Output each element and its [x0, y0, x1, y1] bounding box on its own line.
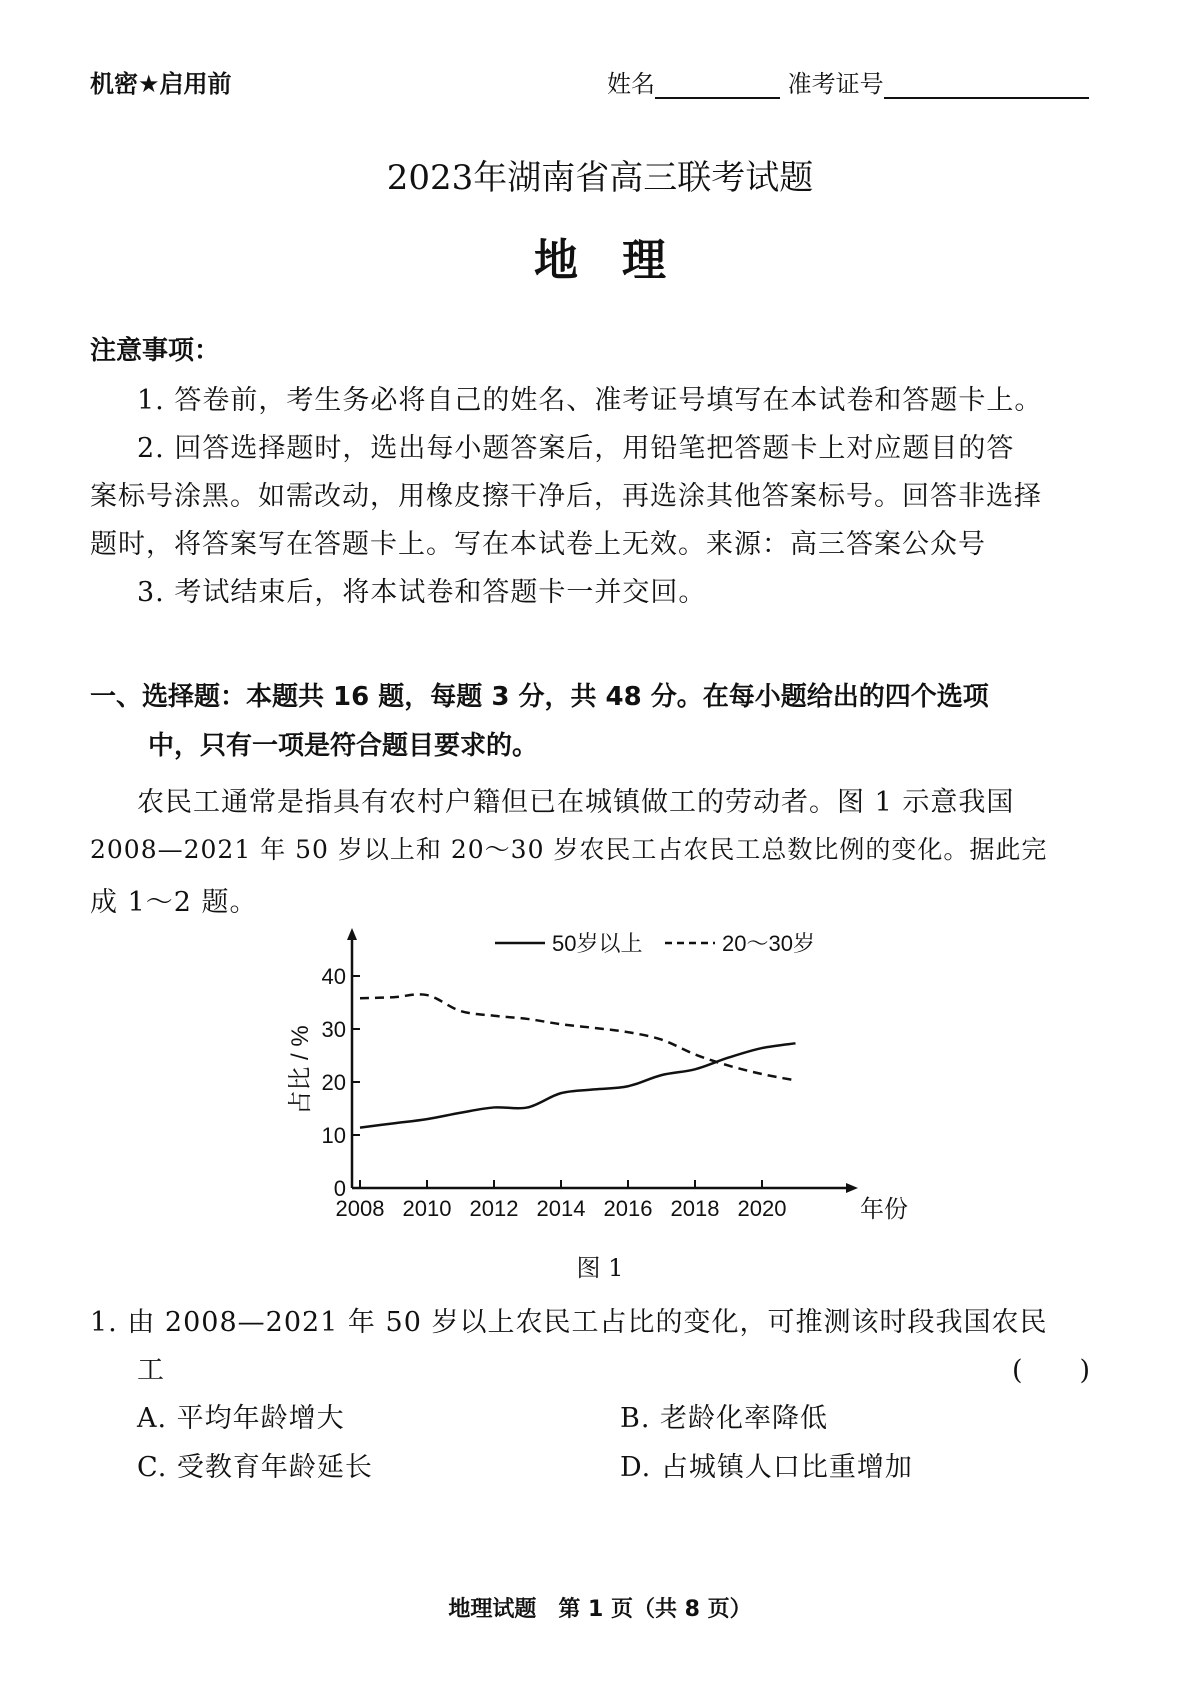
legend-label-50-plus: 50岁以上 — [552, 931, 643, 956]
x-tick-label: 2018 — [670, 1196, 720, 1221]
x-tick-label: 2012 — [469, 1196, 519, 1221]
passage-line-3: 成 1～2 题。 — [90, 887, 258, 918]
question-1-stem-line-2: 工 — [137, 1355, 165, 1386]
y-tick-label: 0 — [333, 1176, 346, 1201]
x-axis-label: 年份 — [860, 1196, 908, 1223]
option-a[interactable]: A. 平均年龄增大 — [137, 1403, 345, 1434]
exam-id-blank[interactable] — [884, 75, 1089, 99]
name-blank[interactable] — [655, 75, 780, 99]
x-tick-label: 2010 — [402, 1196, 452, 1221]
name-field[interactable] — [607, 64, 1089, 99]
x-tick-label: 2014 — [536, 1196, 586, 1221]
legend-label-20-30: 20～30岁 — [722, 931, 815, 956]
passage-line-2: 2008—2021 年 50 岁以上和 20～30 岁农民工占农民工总数比例的变化。据此完 — [90, 835, 1048, 864]
exam-title: 2023年湖南省高三联考试题 — [386, 158, 814, 198]
x-tick-label: 2008 — [335, 1196, 385, 1221]
x-tick-label: 2016 — [603, 1196, 653, 1221]
question-1-stem-line-1: 1. 由 2008—2021 年 50 岁以上农民工占比的变化，可推测该时段我国农民 — [90, 1307, 1048, 1338]
notice-item-1: 1. 答卷前，考生务必将自己的姓名、准考证号填写在本试卷和答题卡上。 — [137, 385, 1043, 416]
series-line-50-plus — [360, 1043, 796, 1127]
answer-bracket: ( ) — [1012, 1355, 1092, 1386]
notice-item-3: 3. 考试结束后，将本试卷和答题卡一并交回。 — [137, 577, 707, 608]
figure-caption: 图 1 — [576, 1254, 624, 1282]
y-tick-label: 10 — [321, 1123, 346, 1148]
y-tick-label: 20 — [321, 1070, 346, 1095]
y-axis-label: 占比 / % — [287, 1025, 314, 1115]
page-footer: 地理试题 第 1 页（共 8 页） — [448, 1597, 752, 1622]
notice-item-2-line-1: 2. 回答选择题时，选出每小题答案后，用铅笔把答题卡上对应题目的答 — [137, 433, 1015, 464]
option-c[interactable]: C. 受教育年龄延长 — [137, 1452, 373, 1483]
y-axis-arrow — [347, 928, 357, 940]
notice-item-2-line-2: 案标号涂黑。如需改动，用橡皮擦干净后，再选涂其他答案标号。回答非选择 — [90, 481, 1042, 512]
name-label: 姓名 — [607, 70, 655, 98]
y-tick-label: 30 — [321, 1017, 346, 1042]
option-d[interactable]: D. 占城镇人口比重增加 — [620, 1452, 913, 1483]
series-line-20-30 — [360, 994, 796, 1080]
figure-1-chart — [270, 920, 910, 1230]
x-axis-arrow — [846, 1183, 858, 1193]
passage-line-1: 农民工通常是指具有农村户籍但已在城镇做工的劳动者。图 1 示意我国 — [137, 787, 1015, 818]
y-tick-label: 40 — [321, 964, 346, 989]
section-heading-line-1: 一、选择题：本题共 16 题，每题 3 分，共 48 分。在每小题给出的四个选项 — [90, 682, 989, 712]
section-heading-line-2: 中，只有一项是符合题目要求的。 — [148, 731, 539, 761]
confidential-mark: 机密★启用前 — [90, 70, 232, 98]
x-tick-label: 2020 — [737, 1196, 787, 1221]
exam-id-label: 准考证号 — [787, 70, 884, 98]
notice-heading: 注意事项： — [90, 336, 221, 366]
subject-title: 地 理 — [534, 235, 666, 286]
notice-item-2-line-3: 题时，将答案写在答题卡上。写在本试卷上无效。来源：高三答案公众号 — [90, 529, 986, 560]
option-b[interactable]: B. 老龄化率降低 — [620, 1403, 829, 1434]
